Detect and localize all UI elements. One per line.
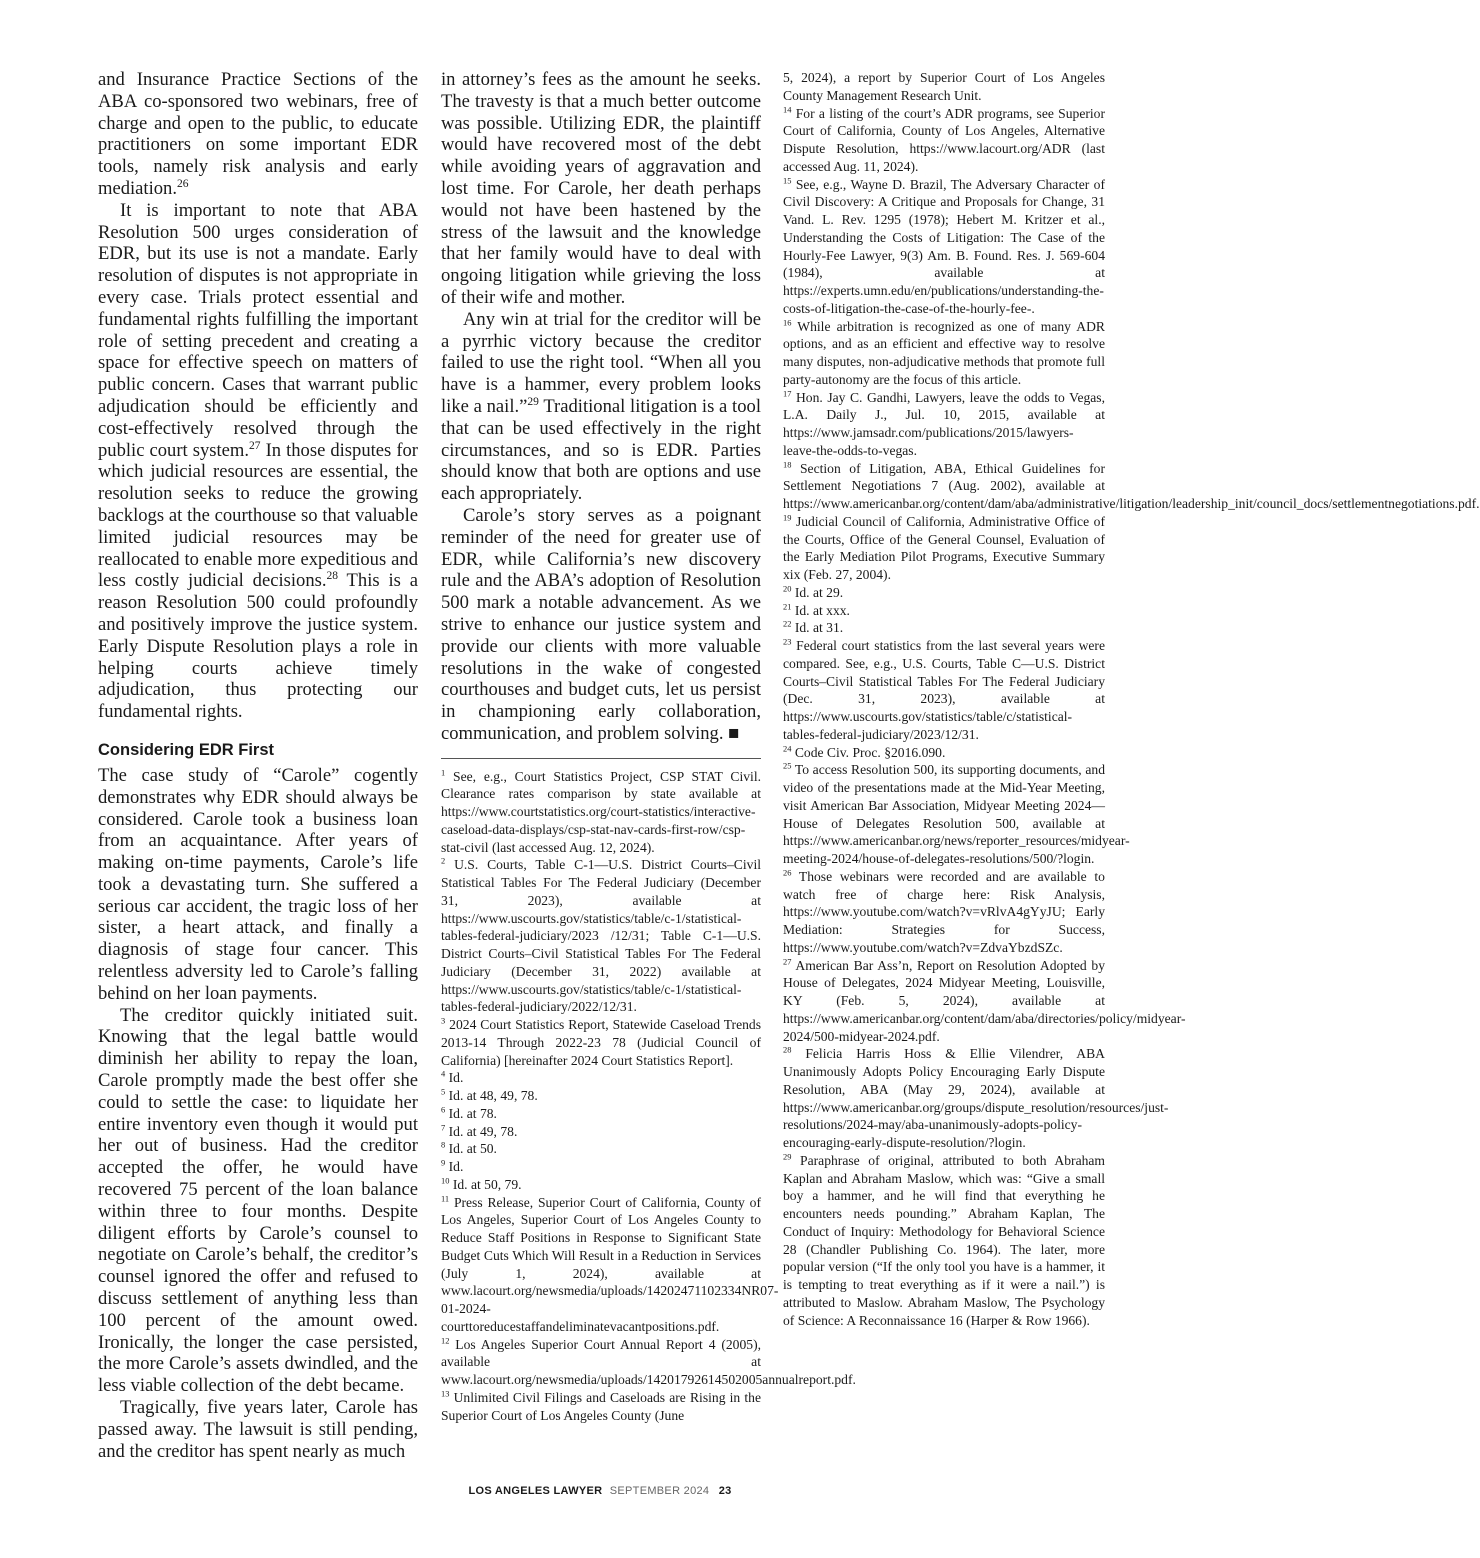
footnote-text: Id. xyxy=(448,1070,464,1086)
footnote-text: To access Resolution 500, its supporting documents, and video of the presentations made at the Mid-Year Meeting, visit American Bar Association, Midyear Meeting 2024—House of Delegates Resolution 500, available at https://www.americanbar.org/news/reporter_resources/midyear-meeting-2024/house-of-delegates-resolutions/500/?login. xyxy=(783,762,1130,866)
footnote-number: 4 xyxy=(441,1068,446,1079)
footnote xyxy=(441,1016,761,1069)
footnote-text: Id. at 49, 78. xyxy=(448,1123,518,1139)
footnote-text: Paraphrase of original, attributed to both Abraham Kaplan and Abraham Maslow, which was: “Give a small boy a hammer, and he will find that everything he encounters needs pounding.” Abraham Kaplan, The Conduct of Inquiry: Methodology for Behavioral Science 28 (Chandler Publishing Co. 1964). The later, more popular version (“If the only tool you have is a hammer, it is tempting to treat everything as if it were a nail.”) is attributed to Maslow. Abraham Maslow, The Psychology of Science: A Reconnaissance 16 (Harper & Row 1966). xyxy=(783,1152,1106,1328)
footnote xyxy=(783,868,1105,957)
paragraph: It is important to note that ABA Resolution 500 urges consideration of EDR, but its use is not a mandate. Early resolution of disputes is not appropriate in every case. Trials protect essential and fundamental rights fulfilling the important role of setting precedent and creating a space for effective speech on matters of public concern. Cases that warrant public adjudication should be efficiently and cost-effectively resolved through the public court system.$^{27}$ In those disputes for which judicial resources are essential, the resolution seeks to reduce the growing backlogs at the courthouse so that valuable limited judicial resources may be reallocated to enable more expeditious and less costly judicial decisions.$^{28}$ This is a reason Resolution 500 could profoundly and positively improve the justice system. Early Dispute Resolution plays a role in helping courts achieve timely adjudication, thus protecting our fundamental rights. xyxy=(98,199,418,723)
footnote-text: Judicial Council of California, Administrative Office of the Courts, Office of the General Counsel, Evaluation of the Early Mediation Pilot Programs, Executive Summary xix (Feb. 27, 2004). xyxy=(783,513,1105,582)
footnote xyxy=(441,1069,761,1087)
footnote xyxy=(441,1335,856,1389)
footnote xyxy=(441,1087,761,1105)
column-left xyxy=(98,69,418,1462)
footnote-text: 2024 Court Statistics Report, Statewide Caseload Trends 2013-14 Through 2022-23 78 (Judicial Council of California) [hereinafter 2024 Court Statistics Report]. xyxy=(441,1017,761,1068)
footnote-number: 25 xyxy=(783,760,792,771)
footnote-text: Id. at 78. xyxy=(448,1105,497,1121)
footnote-text: Id. xyxy=(448,1159,464,1175)
footnote xyxy=(441,1176,761,1194)
footnote-text: Id. at 29. xyxy=(794,584,844,600)
footnote-text: While arbitration is recognized as one of many ADR options, and as an efficient and effective way to resolve many disputes, non-adjudicative methods that promote full party-autonomy are the focus of this article. xyxy=(783,318,1106,387)
issue-date: SEPTEMBER 2024 xyxy=(609,1485,710,1497)
footnote-number: 8 xyxy=(441,1139,446,1150)
footnote xyxy=(783,619,1105,637)
footnote-text: Unlimited Civil Filings and Caseloads are Rising in the Superior Court of Los Angeles County (June xyxy=(441,1389,761,1423)
footnote-text: Felicia Harris Hoss & Ellie Vilendrer, ABA Unanimously Adopts Policy Encouraging Early Dispute Resolution, ABA (May 29, 2024), available at https://www.americanbar.org/groups/dispute_resolution/resources/just-resolutions/2024-may/aba-unanimously-adopts-policy-encouraging-early-dispute-resolution/?login. xyxy=(783,1046,1169,1150)
footnote-number: 22 xyxy=(783,618,792,629)
footnote-number: 26 xyxy=(783,867,792,878)
footnote-text: Section of Litigation, ABA, Ethical Guidelines for Settlement Negotiations 7 (Aug. 2002), available at https://www.americanbar.org/content/dam/aba/administrative/litigation/leadership_init/council_docs/settlementnegotiations.pdf. xyxy=(783,460,1480,511)
footnote-text: See, e.g., Court Statistics Project, CSP STAT Civil. Clearance rates comparison by state available at https://www.courtstatistics.org/court-statistics/interactive-caseload-data-displays/csp-stat-nav-cards-first-row/csp-stat-civil (last accessed Aug. 12, 2024). xyxy=(441,768,761,855)
footnote-ref[interactable]: 28 xyxy=(326,570,339,583)
footnote-number: 3 xyxy=(441,1015,446,1026)
footnote-text: 5, 2024), a report by Superior Court of Los Angeles County Management Research Unit. xyxy=(783,70,1105,103)
footnote-number: 10 xyxy=(441,1175,450,1186)
footnote-text: American Bar Ass’n, Report on Resolution Adopted by House of Delegates, 2024 Midyear Meeting, Louisville, KY (Feb. 5, 2024), available at https://www.americanbar.org/content/dam/aba/directories/policy/midyear-2024/500-midyear-2024.pdf. xyxy=(783,957,1186,1044)
footnote xyxy=(783,1152,1105,1330)
footnote-text: Id. at 50, 79. xyxy=(452,1176,522,1192)
footnote xyxy=(783,105,1105,176)
footnote-number: 21 xyxy=(783,600,792,611)
footnote xyxy=(441,1193,779,1336)
footnote-number: 19 xyxy=(783,512,792,523)
footnote-text: Id. at 48, 49, 78. xyxy=(448,1088,538,1104)
footnote-number: 1 xyxy=(441,767,446,778)
footnote xyxy=(441,1140,761,1158)
footnote-text: Id. at 50. xyxy=(448,1141,497,1157)
footnote-number: 28 xyxy=(783,1044,792,1055)
footnote-text: Los Angeles Superior Court Annual Report 4 (2005), available at www.lacourt.org/newsmedia/uploads/14201792614502005annualreport.pdf. xyxy=(441,1336,856,1388)
footnote-number: 9 xyxy=(441,1157,446,1168)
footnote-number: 2 xyxy=(441,855,446,866)
footnote-ref[interactable]: 27 xyxy=(249,439,261,452)
footnote-number: 12 xyxy=(441,1335,450,1346)
footnote xyxy=(783,513,1105,584)
footnote xyxy=(783,69,1105,105)
footnote-number: 17 xyxy=(783,387,792,398)
footnote-text: Hon. Jay C. Gandhi, Lawyers, leave the odds to Vegas, L.A. Daily J., Jul. 10, 2015, available at https://www.jamsadr.com/publications/2015/lawyers-leave-the-odds-to-vegas. xyxy=(783,389,1105,458)
footnote-number: 20 xyxy=(783,583,792,594)
footnote xyxy=(783,389,1105,460)
footnote xyxy=(783,1044,1169,1152)
footnote xyxy=(783,602,1105,620)
footnote xyxy=(783,176,1105,318)
footnote-number: 11 xyxy=(441,1193,450,1204)
footnote-text: Id. at xxx. xyxy=(794,602,850,618)
footnote-text: Press Release, Superior Court of California, County of Los Angeles, Superior Court of Los Angeles County to Reduce Staff Positions in Response to Significant State Budget Cuts Which Will Result in a Reduction in Services (July 1, 2024), available at www.lacourt.org/newsmedia/uploads/14202471102334NR07-01-2024-courttoreducestaffandeliminatevacantpositions.pdf. xyxy=(441,1194,779,1334)
footnote xyxy=(783,955,1186,1046)
footnote-number: 6 xyxy=(441,1104,446,1115)
paragraph: The creditor quickly initiated suit. Knowing that the legal battle would diminish her ability to repay the loan, Carole promptly made the best offer she could to settle the case: to liquidate her entire inventory even though it would put her out of business. Had the creditor accepted the offer, he would have recovered 75 percent of the loan balance within three to four months. Despite diligent efforts by Carole’s counsel to negotiate on Carole’s behalf, the creditor’s counsel ignored the offer and refused to discuss settlement of anything less than 100 percent of the amount owed. Ironically, the longer the case persisted, the more Carole’s assets dwindled, and the less viable collection of the debt became. xyxy=(98,1004,418,1397)
footnote xyxy=(441,1105,761,1123)
footnote-number: 16 xyxy=(783,316,792,327)
paragraph: Tragically, five years later, Carole has passed away. The lawsuit is still pending, and the creditor has spent nearly as much xyxy=(98,1397,418,1462)
footnote-number: 13 xyxy=(441,1388,450,1399)
section-heading: Considering EDR First xyxy=(98,740,275,759)
footnote-text: Federal court statistics from the last several years were compared. See, e.g., U.S. Courts, Table C—U.S. District Courts–Civil Statistical Tables For The Federal Judiciary (Dec. 31, 2023), available at https://www.uscourts.gov/statistics/table/c/statistical-tables-federal-judiciary/2023/12/31. xyxy=(783,638,1105,742)
footnote xyxy=(783,744,1105,762)
footnotes-right xyxy=(783,69,1480,1329)
page-footer xyxy=(0,1485,1200,1497)
footnote-text: For a listing of the court’s ADR programs, see Superior Court of California, County of Los Angeles, Alternative Dispute Resolution, https://www.lacourt.org/ADR (last accessed Aug. 11, 2024). xyxy=(783,105,1105,174)
footnote xyxy=(783,584,1105,602)
footnote-number: 15 xyxy=(783,174,792,185)
paragraph: in attorney’s fees as the amount he seeks. The travesty is that a much better outcome was possible. Utilizing EDR, the plaintiff would have recovered most of the debt while avoiding years of aggravation and lost time. For Carole, her death perhaps would not have been hastened by the stress of the lawsuit and the knowledge that her family would have to deal with ongoing litigation while grieving the loss of their wife and mother. xyxy=(441,69,761,308)
paragraph: and Insurance Practice Sections of the ABA co-sponsored two webinars, free of charge and open to the public, to educate practitioners on some important EDR tools, namely risk analysis and early mediation.$^{26}$ xyxy=(98,69,418,199)
footnote xyxy=(783,318,1105,389)
footnote-number: 29 xyxy=(783,1151,792,1162)
column-right xyxy=(783,69,1480,1329)
footnote-text: Those webinars were recorded and are available to watch free of charge here: Risk Analysis, https://www.youtube.com/watch?v=vRlvA4gYyJU; Early Mediation: Strategies for Success, https://www.youtube.com/watch?v=ZdvaYbzdSZc. xyxy=(783,868,1105,955)
footnote-ref[interactable]: 29 xyxy=(527,395,539,408)
footnote-text: See, e.g., Wayne D. Brazil, The Adversary Character of Civil Discovery: A Critique and Proposals for Change, 31 Vand. L. Rev. 1295 (1978); Hebert M. Kritzer et al., Understanding the Costs of Litigation: The Case of the Hourly-Fee Lawyer, 9(3) Am. B. Found. Res. J. 569-604 (1984), available at https://experts.umn.edu/en/publications/understanding-the-costs-of-litigation-the-case-of-the-hourly-fee-. xyxy=(783,176,1105,316)
paragraph: Any win at trial for the creditor will be a pyrrhic victory because the creditor failed to use the right tool. “When all you have is a hammer, every problem looks like a nail.”$^{29}$ Traditional litigation is a tool that can be used effectively in the right circumstances, and so is EDR. Parties should know that both are options and use each appropriately. xyxy=(441,308,761,505)
footnote-number: 18 xyxy=(783,458,792,469)
footnote-number: 27 xyxy=(783,955,792,966)
page-number: 23 xyxy=(718,1485,732,1497)
footnote-number: 23 xyxy=(783,636,792,647)
footnote-text: Id. at 31. xyxy=(794,620,844,636)
footnote xyxy=(783,760,1130,868)
footnote-number: 7 xyxy=(441,1122,446,1133)
footnote xyxy=(441,1123,761,1141)
footnote-number: 5 xyxy=(441,1086,446,1097)
footnote xyxy=(441,1389,761,1425)
footnote xyxy=(441,768,761,857)
article-body-end xyxy=(441,69,761,745)
footnote-number: 24 xyxy=(783,742,792,753)
footnote-divider xyxy=(441,758,761,759)
footnote xyxy=(783,458,1480,513)
magazine-name: LOS ANGELES LAWYER xyxy=(468,1485,603,1497)
paragraph: The case study of “Carole” cogently demonstrates why EDR should always be considered. Carole took a business loan from an acquaintance. After years of making on-time payments, Carole’s life took a devastating turn. She suffered a serious car accident, the tragic loss of her sister, a heart attack, and finally a diagnosis of stage four cancer. This relentless adversity led to Carole’s falling behind on her loan payments. xyxy=(98,764,418,1004)
footnote xyxy=(783,637,1105,744)
footnote-number: 14 xyxy=(783,103,792,114)
paragraph: Carole’s story serves as a poignant reminder of the need for greater use of EDR, while California’s new discovery rule and the ABA’s adoption of Resolution 500 mark a notable advancement. As we strive to enhance our justice system and provide our clients with more valuable resolutions in the wake of congested courthouses and budget cuts, let us persist in championing early collaboration, communication, and problem solving. ■ xyxy=(441,504,761,744)
footnote-text: Code Civ. Proc. §2016.090. xyxy=(794,744,946,760)
footnote xyxy=(441,1158,761,1176)
footnote-text: U.S. Courts, Table C-1—U.S. District Courts–Civil Statistical Tables For The Federal Judiciary (December 31, 2023), available at https://www.uscourts.gov/statistics/table/c-1/statistical-tables-federal-judiciary/2023 /12/31; Table C-1—U.S. District Courts–Civil Statistical Tables For The Federal Judiciary (December 31, 2022) available at https://www.uscourts.gov/statistics/table/c-1/statistical-tables-federal-judiciary/2022/12/31. xyxy=(441,857,761,1015)
footnote-ref[interactable]: 26 xyxy=(177,177,189,190)
footnote xyxy=(441,856,761,1016)
